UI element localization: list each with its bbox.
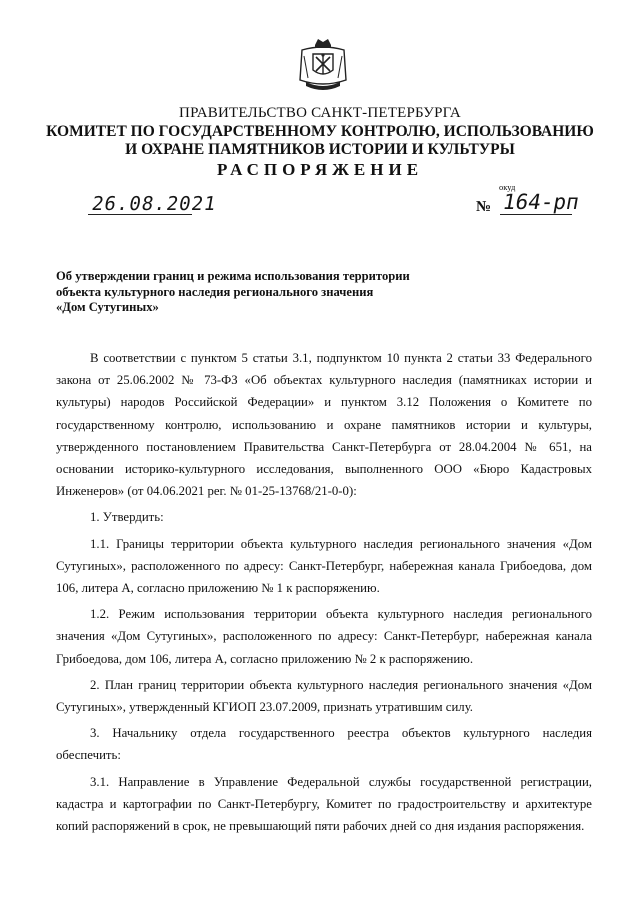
clause-1-2: 1.2. Режим использования территории объекта культурного наследия регионального значения «Дом Сутугиных», расположенного по адресу: Санкт-Петербург, набережная канала Грибоедова, дом 106, литера А, согласно приложению № 2 к распоряжению. [56,607,592,666]
document-subject [56,269,436,316]
okud-label: окуд [499,182,516,192]
date-underline [88,214,192,215]
subject-line: Об утверждении границ и режима использования территории [56,269,410,283]
clause-2: 2. План границ территории объекта культурного наследия регионального значения «Дом Сутугиных», утвержденный КГИОП 23.07.2009, признать утратившим силу. [56,677,592,715]
clause-3-1: 3.1. Направление в Управление Федеральной службы государственной регистрации, кадастра и картографии по Санкт-Петербургу, Комитет по градостроительству и архитектуре копий распоряжений в срок, не превышающий пяти рабочих дней со дня издания распоряжения. [56,774,592,834]
number-sign: № [476,199,492,215]
document-date: 26.08.2021 [90,193,219,215]
number-underline [500,214,572,215]
committee-title [0,123,640,159]
preamble-paragraph: В соответствии с пунктом 5 статьи 3.1, подпунктом 10 пункта 2 статьи 33 Федерального закона от 25.06.2002 № 73-ФЗ «Об объектах культурного наследия (памятниках истории и культуры) народов Российской Федерации» и пунктом 3.12 Положения о Комитете по государственному контролю, использованию и охране памятников истории и культуры, утвержденного постановлением Правительства Санкт-Петербурга от 28.04.2004 № 651, на основании историко-культурного исследования, выполненного ООО «Бюро Кадастровых Инженеров» (от 04.06.2021 рег. № 01-25-13768/21-0-0): [56,351,592,499]
coat-of-arms-icon [296,36,350,96]
document-number: 164-рп [500,190,581,214]
document-type: РАСПОРЯЖЕНИЕ [216,160,424,179]
committee-title-line1: КОМИТЕТ ПО ГОСУДАРСТВЕННОМУ КОНТРОЛЮ, ИСПОЛЬЗОВАНИЮ [46,123,594,140]
government-title: ПРАВИТЕЛЬСТВО САНКТ-ПЕТЕРБУРГА [179,105,461,121]
document-body [56,347,592,841]
subject-line: «Дом Сутугиных» [56,300,159,314]
clause-1: 1. Утвердить: [90,510,164,525]
clause-3: 3. Начальнику отдела государственного реестра объектов культурного наследия обеспечить: [56,726,592,763]
committee-title-line2: И ОХРАНЕ ПАМЯТНИКОВ ИСТОРИИ И КУЛЬТУРЫ [125,141,515,158]
subject-line: объекта культурного наследия регионального значения [56,284,374,299]
clause-1-1: 1.1. Границы территории объекта культурного наследия регионального значения «Дом Сутугиных», расположенного по адресу: Санкт-Петербург, набережная канала Грибоедова, дом 106, литера А, согласно приложению № 1 к распоряжению. [56,536,592,596]
